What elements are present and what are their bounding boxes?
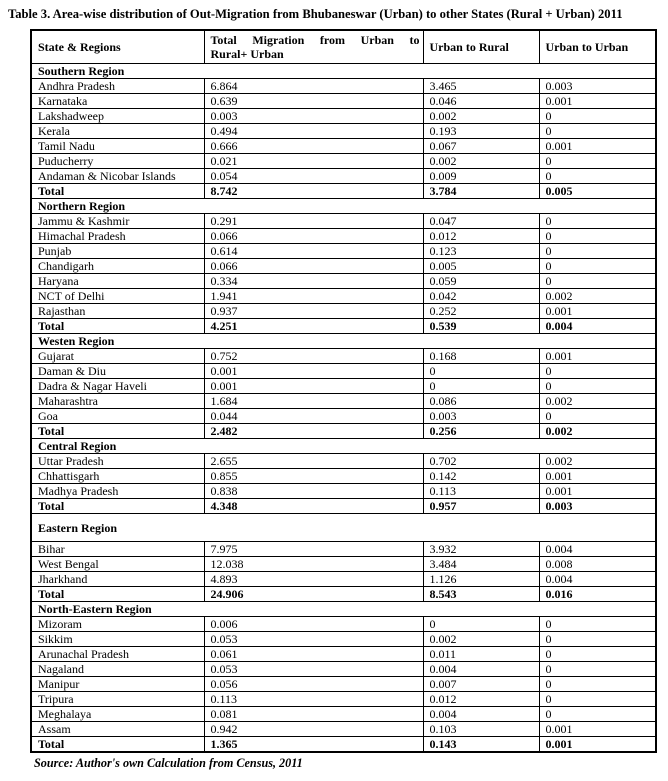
value-cell: 0.001 bbox=[204, 379, 423, 394]
value-cell: 0.086 bbox=[423, 394, 539, 409]
value-cell: 0.001 bbox=[539, 349, 656, 364]
value-cell: 0 bbox=[539, 364, 656, 379]
value-cell: 0.021 bbox=[204, 154, 423, 169]
state-name-cell: Lakshadweep bbox=[31, 109, 204, 124]
value-cell: 0.012 bbox=[423, 229, 539, 244]
state-name-cell: Total bbox=[31, 184, 204, 199]
value-cell: 0.001 bbox=[539, 737, 656, 753]
value-cell: 0.256 bbox=[423, 424, 539, 439]
column-header-urban-to-rural: Urban to Rural bbox=[423, 30, 539, 64]
region-total-row bbox=[31, 319, 656, 334]
region-name: Northern Region bbox=[31, 199, 656, 214]
value-cell: 0.004 bbox=[539, 542, 656, 557]
value-cell: 0 bbox=[539, 707, 656, 722]
value-cell: 0 bbox=[423, 364, 539, 379]
state-row bbox=[31, 662, 656, 677]
state-row bbox=[31, 229, 656, 244]
region-header-row bbox=[31, 64, 656, 79]
value-cell: 0 bbox=[539, 259, 656, 274]
value-cell: 2.482 bbox=[204, 424, 423, 439]
value-cell: 0.004 bbox=[423, 662, 539, 677]
value-cell: 0.002 bbox=[539, 289, 656, 304]
table-body bbox=[31, 64, 656, 753]
value-cell: 0.143 bbox=[423, 737, 539, 753]
value-cell: 0.001 bbox=[539, 484, 656, 499]
state-row bbox=[31, 557, 656, 572]
value-cell: 0.001 bbox=[204, 364, 423, 379]
state-name-cell: Sikkim bbox=[31, 632, 204, 647]
region-total-row bbox=[31, 587, 656, 602]
state-name-cell: Nagaland bbox=[31, 662, 204, 677]
region-total-row bbox=[31, 737, 656, 753]
state-name-cell: Kerala bbox=[31, 124, 204, 139]
state-name-cell: Total bbox=[31, 587, 204, 602]
value-cell: 0.752 bbox=[204, 349, 423, 364]
state-row bbox=[31, 364, 656, 379]
value-cell: 0 bbox=[539, 662, 656, 677]
value-cell: 0.838 bbox=[204, 484, 423, 499]
value-cell: 0.855 bbox=[204, 469, 423, 484]
value-cell: 0.042 bbox=[423, 289, 539, 304]
state-name-cell: Haryana bbox=[31, 274, 204, 289]
value-cell: 0.003 bbox=[539, 499, 656, 514]
value-cell: 0.002 bbox=[539, 454, 656, 469]
state-name-cell: Andaman & Nicobar Islands bbox=[31, 169, 204, 184]
state-row bbox=[31, 394, 656, 409]
region-total-row bbox=[31, 424, 656, 439]
value-cell: 0.066 bbox=[204, 229, 423, 244]
region-header-row bbox=[31, 199, 656, 214]
value-cell: 12.038 bbox=[204, 557, 423, 572]
state-name-cell: West Bengal bbox=[31, 557, 204, 572]
state-row bbox=[31, 304, 656, 319]
value-cell: 4.348 bbox=[204, 499, 423, 514]
value-cell: 0.003 bbox=[539, 79, 656, 94]
state-name-cell: Total bbox=[31, 737, 204, 753]
value-cell: 0.942 bbox=[204, 722, 423, 737]
region-header-row bbox=[31, 602, 656, 617]
region-header-row bbox=[31, 514, 656, 542]
state-row bbox=[31, 484, 656, 499]
state-row bbox=[31, 722, 656, 737]
value-cell: 0.539 bbox=[423, 319, 539, 334]
state-name-cell: Tamil Nadu bbox=[31, 139, 204, 154]
state-row bbox=[31, 542, 656, 557]
value-cell: 0 bbox=[539, 229, 656, 244]
value-cell: 8.543 bbox=[423, 587, 539, 602]
value-cell: 0.702 bbox=[423, 454, 539, 469]
value-cell: 0.001 bbox=[539, 722, 656, 737]
migration-table bbox=[30, 29, 657, 753]
table-caption: Table 3. Area-wise distribution of Out-Migration from Bhubaneswar (Urban) to other States (Rural + Urban) 2011 bbox=[8, 7, 623, 21]
value-cell: 0.193 bbox=[423, 124, 539, 139]
value-cell: 0 bbox=[539, 632, 656, 647]
value-cell: 0.047 bbox=[423, 214, 539, 229]
value-cell: 0 bbox=[539, 692, 656, 707]
state-row bbox=[31, 79, 656, 94]
state-name-cell: Punjab bbox=[31, 244, 204, 259]
region-header-row bbox=[31, 334, 656, 349]
state-row bbox=[31, 632, 656, 647]
value-cell: 0 bbox=[539, 154, 656, 169]
value-cell: 0.008 bbox=[539, 557, 656, 572]
region-name: Eastern Region bbox=[31, 514, 656, 542]
value-cell: 0.002 bbox=[423, 109, 539, 124]
value-cell: 0.004 bbox=[539, 319, 656, 334]
value-cell: 1.941 bbox=[204, 289, 423, 304]
value-cell: 0 bbox=[539, 169, 656, 184]
value-cell: 0.011 bbox=[423, 647, 539, 662]
value-cell: 3.784 bbox=[423, 184, 539, 199]
state-name-cell: Chandigarh bbox=[31, 259, 204, 274]
state-row bbox=[31, 379, 656, 394]
value-cell: 2.655 bbox=[204, 454, 423, 469]
value-cell: 0.053 bbox=[204, 632, 423, 647]
value-cell: 0.046 bbox=[423, 94, 539, 109]
value-cell: 0 bbox=[539, 617, 656, 632]
state-row bbox=[31, 677, 656, 692]
value-cell: 0.113 bbox=[204, 692, 423, 707]
region-name: Central Region bbox=[31, 439, 656, 454]
value-cell: 0.053 bbox=[204, 662, 423, 677]
value-cell: 0.067 bbox=[423, 139, 539, 154]
state-row bbox=[31, 274, 656, 289]
value-cell: 0.252 bbox=[423, 304, 539, 319]
value-cell: 0.012 bbox=[423, 692, 539, 707]
state-name-cell: Assam bbox=[31, 722, 204, 737]
value-cell: 7.975 bbox=[204, 542, 423, 557]
value-cell: 0.002 bbox=[423, 154, 539, 169]
value-cell: 0.061 bbox=[204, 647, 423, 662]
table-header bbox=[31, 30, 656, 64]
value-cell: 0.001 bbox=[539, 139, 656, 154]
value-cell: 0.004 bbox=[423, 707, 539, 722]
state-name-cell: Madhya Pradesh bbox=[31, 484, 204, 499]
state-row bbox=[31, 289, 656, 304]
value-cell: 0.937 bbox=[204, 304, 423, 319]
value-cell: 0.081 bbox=[204, 707, 423, 722]
state-name-cell: Tripura bbox=[31, 692, 204, 707]
column-header-total-migration-line2: Rural+ Urban bbox=[210, 47, 284, 61]
region-name: North-Eastern Region bbox=[31, 602, 656, 617]
value-cell: 1.365 bbox=[204, 737, 423, 753]
state-row bbox=[31, 647, 656, 662]
value-cell: 0.957 bbox=[423, 499, 539, 514]
state-name-cell: Goa bbox=[31, 409, 204, 424]
region-name: Westen Region bbox=[31, 334, 656, 349]
value-cell: 0.059 bbox=[423, 274, 539, 289]
value-cell: 0.334 bbox=[204, 274, 423, 289]
region-total-row bbox=[31, 499, 656, 514]
state-name-cell: Jammu & Kashmir bbox=[31, 214, 204, 229]
value-cell: 0 bbox=[539, 124, 656, 139]
state-row bbox=[31, 109, 656, 124]
column-header-urban-to-urban: Urban to Urban bbox=[539, 30, 656, 64]
value-cell: 0.666 bbox=[204, 139, 423, 154]
state-name-cell: Uttar Pradesh bbox=[31, 454, 204, 469]
value-cell: 8.742 bbox=[204, 184, 423, 199]
value-cell: 0 bbox=[539, 409, 656, 424]
state-row bbox=[31, 169, 656, 184]
value-cell: 0 bbox=[539, 379, 656, 394]
state-row bbox=[31, 94, 656, 109]
state-name-cell: Mizoram bbox=[31, 617, 204, 632]
state-row bbox=[31, 409, 656, 424]
state-name-cell: Arunachal Pradesh bbox=[31, 647, 204, 662]
value-cell: 0.494 bbox=[204, 124, 423, 139]
value-cell: 0 bbox=[539, 214, 656, 229]
value-cell: 0.168 bbox=[423, 349, 539, 364]
state-row bbox=[31, 214, 656, 229]
value-cell: 0.113 bbox=[423, 484, 539, 499]
value-cell: 0.002 bbox=[539, 394, 656, 409]
state-row bbox=[31, 617, 656, 632]
value-cell: 0 bbox=[539, 647, 656, 662]
state-name-cell: Rajasthan bbox=[31, 304, 204, 319]
value-cell: 0.142 bbox=[423, 469, 539, 484]
state-name-cell: Total bbox=[31, 319, 204, 334]
state-name-cell: Maharashtra bbox=[31, 394, 204, 409]
state-row bbox=[31, 707, 656, 722]
source-note: Source: Author's own Calculation from Census, 2011 bbox=[34, 756, 303, 770]
value-cell: 3.465 bbox=[423, 79, 539, 94]
value-cell: 1.684 bbox=[204, 394, 423, 409]
value-cell: 0.007 bbox=[423, 677, 539, 692]
value-cell: 0 bbox=[539, 274, 656, 289]
state-name-cell: Meghalaya bbox=[31, 707, 204, 722]
value-cell: 6.864 bbox=[204, 79, 423, 94]
state-row bbox=[31, 124, 656, 139]
state-row bbox=[31, 244, 656, 259]
state-row bbox=[31, 154, 656, 169]
state-row bbox=[31, 349, 656, 364]
state-row bbox=[31, 259, 656, 274]
state-name-cell: Karnataka bbox=[31, 94, 204, 109]
value-cell: 0.003 bbox=[423, 409, 539, 424]
state-name-cell: Jharkhand bbox=[31, 572, 204, 587]
state-row bbox=[31, 572, 656, 587]
state-name-cell: Gujarat bbox=[31, 349, 204, 364]
value-cell: 0 bbox=[539, 677, 656, 692]
value-cell: 0.614 bbox=[204, 244, 423, 259]
value-cell: 0.002 bbox=[423, 632, 539, 647]
value-cell: 0.009 bbox=[423, 169, 539, 184]
state-name-cell: Chhattisgarh bbox=[31, 469, 204, 484]
value-cell: 0.001 bbox=[539, 94, 656, 109]
state-name-cell: Andhra Pradesh bbox=[31, 79, 204, 94]
value-cell: 0 bbox=[423, 379, 539, 394]
value-cell: 0.044 bbox=[204, 409, 423, 424]
region-name: Southern Region bbox=[31, 64, 656, 79]
value-cell: 0.006 bbox=[204, 617, 423, 632]
state-name-cell: Himachal Pradesh bbox=[31, 229, 204, 244]
state-name-cell: Manipur bbox=[31, 677, 204, 692]
value-cell: 0.002 bbox=[539, 424, 656, 439]
state-name-cell: Puducherry bbox=[31, 154, 204, 169]
state-name-cell: Total bbox=[31, 424, 204, 439]
value-cell: 0.005 bbox=[423, 259, 539, 274]
value-cell: 0.054 bbox=[204, 169, 423, 184]
value-cell: 0 bbox=[539, 244, 656, 259]
column-header-state: State & Regions bbox=[31, 30, 204, 64]
value-cell: 0.016 bbox=[539, 587, 656, 602]
value-cell: 0.291 bbox=[204, 214, 423, 229]
value-cell: 0.639 bbox=[204, 94, 423, 109]
value-cell: 0.123 bbox=[423, 244, 539, 259]
value-cell: 4.251 bbox=[204, 319, 423, 334]
value-cell: 0.056 bbox=[204, 677, 423, 692]
column-header-total-migration-line1: Total Migration from Urban to bbox=[210, 33, 420, 47]
state-name-cell: NCT of Delhi bbox=[31, 289, 204, 304]
column-header-total-migration bbox=[204, 30, 423, 64]
state-name-cell: Dadra & Nagar Haveli bbox=[31, 379, 204, 394]
value-cell: 4.893 bbox=[204, 572, 423, 587]
region-header-row bbox=[31, 439, 656, 454]
value-cell: 0 bbox=[539, 109, 656, 124]
header-row bbox=[31, 30, 656, 64]
state-row bbox=[31, 469, 656, 484]
value-cell: 0.001 bbox=[539, 469, 656, 484]
value-cell: 0.001 bbox=[539, 304, 656, 319]
value-cell: 3.484 bbox=[423, 557, 539, 572]
state-name-cell: Total bbox=[31, 499, 204, 514]
state-row bbox=[31, 139, 656, 154]
value-cell: 0.004 bbox=[539, 572, 656, 587]
value-cell: 24.906 bbox=[204, 587, 423, 602]
region-total-row bbox=[31, 184, 656, 199]
state-name-cell: Bihar bbox=[31, 542, 204, 557]
value-cell: 0.103 bbox=[423, 722, 539, 737]
value-cell: 3.932 bbox=[423, 542, 539, 557]
value-cell: 0.005 bbox=[539, 184, 656, 199]
state-name-cell: Daman & Diu bbox=[31, 364, 204, 379]
value-cell: 0 bbox=[423, 617, 539, 632]
value-cell: 0.066 bbox=[204, 259, 423, 274]
state-row bbox=[31, 692, 656, 707]
value-cell: 1.126 bbox=[423, 572, 539, 587]
state-row bbox=[31, 454, 656, 469]
value-cell: 0.003 bbox=[204, 109, 423, 124]
